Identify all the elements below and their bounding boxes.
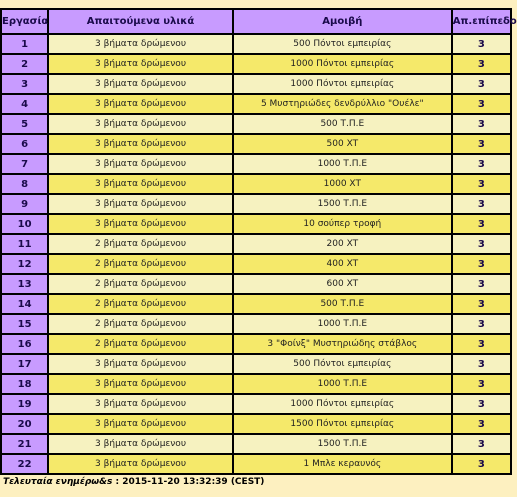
reward-cell: 1000 Τ.Π.Ε	[234, 315, 451, 333]
level-cell: 3	[453, 255, 510, 273]
task-number: 5	[2, 115, 47, 133]
materials-cell: 2 βήματα δρώμενου	[49, 335, 232, 353]
table-row	[2, 355, 510, 373]
materials-cell: 3 βήματα δρώμενου	[49, 35, 232, 53]
last-update-value: : 2015-11-20 13:32:39 (CEST)	[115, 477, 265, 487]
reward-cell: 1500 Τ.Π.Ε	[234, 435, 451, 453]
reward-cell: 1500 Πόντοι εμπειρίας	[234, 415, 451, 433]
task-number: 15	[2, 315, 47, 333]
level-cell: 3	[453, 55, 510, 73]
level-cell: 3	[453, 215, 510, 233]
last-update-footer	[3, 477, 264, 487]
quest-table	[0, 8, 517, 475]
table-row	[2, 235, 510, 253]
table-row	[2, 275, 510, 293]
table-row	[2, 115, 510, 133]
materials-cell: 3 βήματα δρώμενου	[49, 195, 232, 213]
materials-cell: 3 βήματα δρώμενου	[49, 175, 232, 193]
reward-cell: 5 Μυστηριώδες δενδρύλλιο "Ουέλε"	[234, 95, 451, 113]
table-row	[2, 335, 510, 353]
level-cell: 3	[453, 275, 510, 293]
task-number: 9	[2, 195, 47, 213]
table-row	[2, 435, 510, 453]
task-number: 22	[2, 455, 47, 473]
reward-cell: 500 Πόντοι εμπειρίας	[234, 35, 451, 53]
table-row	[2, 255, 510, 273]
task-number: 7	[2, 155, 47, 173]
level-cell: 3	[453, 195, 510, 213]
reward-cell: 1000 Πόντοι εμπειρίας	[234, 55, 451, 73]
level-cell: 3	[453, 335, 510, 353]
task-number: 12	[2, 255, 47, 273]
reward-cell: 10 σούπερ τροφή	[234, 215, 451, 233]
task-number: 2	[2, 55, 47, 73]
level-cell: 3	[453, 375, 510, 393]
level-cell: 3	[453, 95, 510, 113]
reward-cell: 500 Τ.Π.Ε	[234, 115, 451, 133]
reward-cell: 1000 XT	[234, 175, 451, 193]
level-cell: 3	[453, 435, 510, 453]
table-row	[2, 395, 510, 413]
table-row	[2, 55, 510, 73]
materials-cell: 3 βήματα δρώμενου	[49, 395, 232, 413]
task-number: 8	[2, 175, 47, 193]
reward-cell: 1 Μπλε κεραυνός	[234, 455, 451, 473]
task-number: 16	[2, 335, 47, 353]
table-row	[2, 35, 510, 53]
materials-cell: 2 βήματα δρώμενου	[49, 315, 232, 333]
reward-cell: 1500 Τ.Π.Ε	[234, 195, 451, 213]
table-row	[2, 195, 510, 213]
reward-cell: 1000 Τ.Π.Ε	[234, 375, 451, 393]
reward-cell: 500 Τ.Π.Ε	[234, 295, 451, 313]
header-materials: Απαιτούμενα υλικά	[49, 10, 232, 33]
task-number: 20	[2, 415, 47, 433]
reward-cell: 1000 Τ.Π.Ε	[234, 155, 451, 173]
level-cell: 3	[453, 355, 510, 373]
materials-cell: 2 βήματα δρώμενου	[49, 235, 232, 253]
header-row	[2, 10, 510, 33]
task-number: 1	[2, 35, 47, 53]
table-row	[2, 75, 510, 93]
materials-cell: 2 βήματα δρώμενου	[49, 255, 232, 273]
reward-cell: 400 XT	[234, 255, 451, 273]
table-row	[2, 455, 510, 473]
materials-cell: 3 βήματα δρώμενου	[49, 435, 232, 453]
materials-cell: 3 βήματα δρώμενου	[49, 415, 232, 433]
materials-cell: 2 βήματα δρώμενου	[49, 275, 232, 293]
level-cell: 3	[453, 155, 510, 173]
header-level: Απ.επίπεδο	[453, 10, 510, 33]
materials-cell: 3 βήματα δρώμενου	[49, 215, 232, 233]
task-number: 14	[2, 295, 47, 313]
level-cell: 3	[453, 135, 510, 153]
level-cell: 3	[453, 115, 510, 133]
table-row	[2, 295, 510, 313]
task-number: 11	[2, 235, 47, 253]
level-cell: 3	[453, 455, 510, 473]
table-row	[2, 175, 510, 193]
level-cell: 3	[453, 75, 510, 93]
materials-cell: 3 βήματα δρώμενου	[49, 115, 232, 133]
task-number: 18	[2, 375, 47, 393]
reward-cell: 3 "Φοίνξ" Μυστηριώδης στάβλος	[234, 335, 451, 353]
last-update-label: Τελευταία ενημέρω&s	[3, 477, 113, 487]
level-cell: 3	[453, 235, 510, 253]
materials-cell: 3 βήματα δρώμενου	[49, 55, 232, 73]
table-row	[2, 375, 510, 393]
task-number: 13	[2, 275, 47, 293]
task-number: 10	[2, 215, 47, 233]
table-row	[2, 135, 510, 153]
level-cell: 3	[453, 295, 510, 313]
materials-cell: 3 βήματα δρώμενου	[49, 375, 232, 393]
level-cell: 3	[453, 315, 510, 333]
task-number: 21	[2, 435, 47, 453]
reward-cell: 200 XT	[234, 235, 451, 253]
table-row	[2, 415, 510, 433]
materials-cell: 3 βήματα δρώμενου	[49, 155, 232, 173]
reward-cell: 500 Πόντοι εμπειρίας	[234, 355, 451, 373]
task-number: 19	[2, 395, 47, 413]
level-cell: 3	[453, 415, 510, 433]
level-cell: 3	[453, 395, 510, 413]
task-number: 4	[2, 95, 47, 113]
task-number: 3	[2, 75, 47, 93]
table-row	[2, 315, 510, 333]
level-cell: 3	[453, 35, 510, 53]
task-number: 6	[2, 135, 47, 153]
materials-cell: 3 βήματα δρώμενου	[49, 95, 232, 113]
header-task: Εργασία	[2, 10, 47, 33]
reward-cell: 600 XT	[234, 275, 451, 293]
level-cell: 3	[453, 175, 510, 193]
materials-cell: 3 βήματα δρώμενου	[49, 355, 232, 373]
materials-cell: 3 βήματα δρώμενου	[49, 135, 232, 153]
materials-cell: 3 βήματα δρώμενου	[49, 455, 232, 473]
table-row	[2, 215, 510, 233]
table-row	[2, 155, 510, 173]
materials-cell: 2 βήματα δρώμενου	[49, 295, 232, 313]
reward-cell: 1000 Πόντοι εμπειρίας	[234, 395, 451, 413]
reward-cell: 500 XT	[234, 135, 451, 153]
reward-cell: 1000 Πόντοι εμπειρίας	[234, 75, 451, 93]
materials-cell: 3 βήματα δρώμενου	[49, 75, 232, 93]
table-row	[2, 95, 510, 113]
header-reward: Αμοιβή	[234, 10, 451, 33]
task-number: 17	[2, 355, 47, 373]
